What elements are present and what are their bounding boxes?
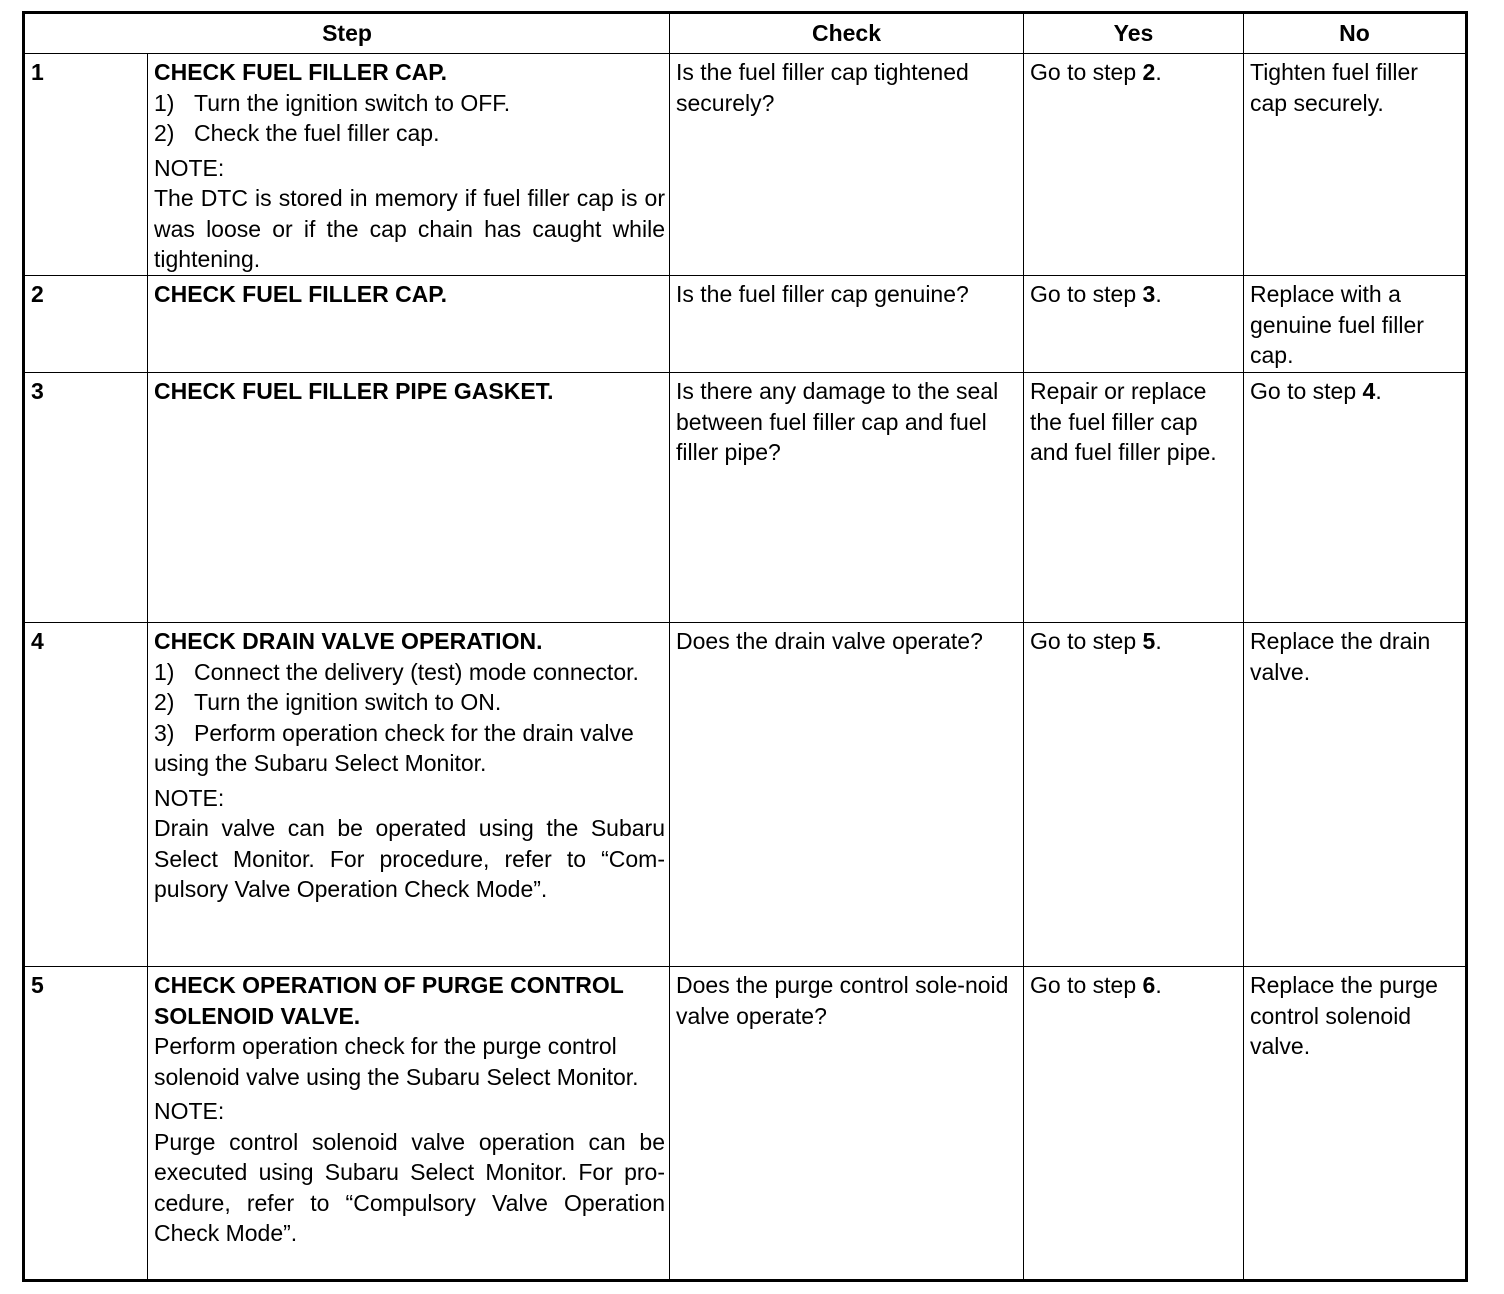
- substep: 2) Turn the ignition switch to ON.: [154, 689, 502, 715]
- header-row: [24, 13, 1467, 54]
- step-title: CHECK FUEL FILLER CAP.: [154, 59, 448, 85]
- note-text: The DTC is stored in memory if fuel filler cap is or was loose or if the cap chain has caught while tightening.: [154, 185, 665, 272]
- note-label: NOTE:: [154, 784, 225, 811]
- step-cell: [148, 373, 670, 623]
- no-cell: Tighten fuel filler cap securely.: [1244, 54, 1467, 276]
- diagnostic-table: [22, 11, 1468, 1282]
- substep: 1) Connect the delivery (test) mode connector.: [154, 658, 639, 685]
- step-number: 2: [24, 276, 148, 373]
- yes-cell: Go to step 5.: [1024, 623, 1244, 967]
- yes-cell: Repair or replace the fuel filler cap and fuel filler pipe.: [1024, 373, 1244, 623]
- step-body: Perform operation check for the purge control solenoid valve using the Subaru Select Monitor.: [154, 1033, 639, 1090]
- step-title: CHECK DRAIN VALVE OPERATION.: [154, 628, 543, 654]
- header-no: No: [1244, 13, 1467, 54]
- check-cell: Does the purge control sole-noid valve operate?: [670, 967, 1024, 1281]
- header-yes: Yes: [1024, 13, 1244, 54]
- no-cell: Replace the drain valve.: [1244, 623, 1467, 967]
- step-number: 4: [24, 623, 148, 967]
- step-cell: [148, 276, 670, 373]
- step-title: CHECK FUEL FILLER PIPE GASKET.: [154, 378, 554, 404]
- step-title: CHECK FUEL FILLER CAP.: [154, 281, 448, 307]
- table-row: [24, 623, 1467, 967]
- header-check: Check: [670, 13, 1024, 54]
- note-text: Purge control solenoid valve operation can be executed using Subaru Select Monitor. For pro-cedure, refer to “Compulsory Valve Operation Check Mode”.: [154, 1128, 665, 1246]
- substep: 1) Turn the ignition switch to OFF.: [154, 89, 511, 116]
- note-text: Drain valve can be operated using the Subaru Select Monitor. For procedure, refer to “Com-pulsory Valve Operation Check Mode”.: [154, 815, 665, 902]
- step-title: CHECK OPERATION OF PURGE CONTROL SOLENOID VALVE.: [154, 972, 624, 1029]
- substep: 2) Check the fuel filler cap.: [154, 120, 440, 146]
- step-number: 1: [24, 54, 148, 276]
- yes-cell: Go to step 3.: [1024, 276, 1244, 373]
- no-cell: Replace with a genuine fuel filler cap.: [1244, 276, 1467, 373]
- check-cell: Is the fuel filler cap genuine?: [670, 276, 1024, 373]
- no-cell: Replace the purge control solenoid valve.: [1244, 967, 1467, 1281]
- step-cell: [148, 623, 670, 967]
- note-label: NOTE:: [154, 154, 225, 181]
- step-number: 3: [24, 373, 148, 623]
- table-row: [24, 54, 1467, 276]
- table-row: [24, 967, 1467, 1281]
- no-cell: Go to step 4.: [1244, 373, 1467, 623]
- yes-cell: Go to step 2.: [1024, 54, 1244, 276]
- step-cell: [148, 967, 670, 1281]
- check-cell: Is there any damage to the seal between fuel filler cap and fuel filler pipe?: [670, 373, 1024, 623]
- header-step: Step: [24, 13, 670, 54]
- substep: 3) Perform operation check for the drain valve using the Subaru Select Monitor.: [154, 719, 634, 776]
- step-number: 5: [24, 967, 148, 1281]
- table-row: [24, 373, 1467, 623]
- check-cell: Does the drain valve operate?: [670, 623, 1024, 967]
- note-label: NOTE:: [154, 1098, 225, 1124]
- table-row: [24, 276, 1467, 373]
- check-cell: Is the fuel filler cap tightened securely?: [670, 54, 1024, 276]
- yes-cell: Go to step 6.: [1024, 967, 1244, 1281]
- step-cell: [148, 54, 670, 276]
